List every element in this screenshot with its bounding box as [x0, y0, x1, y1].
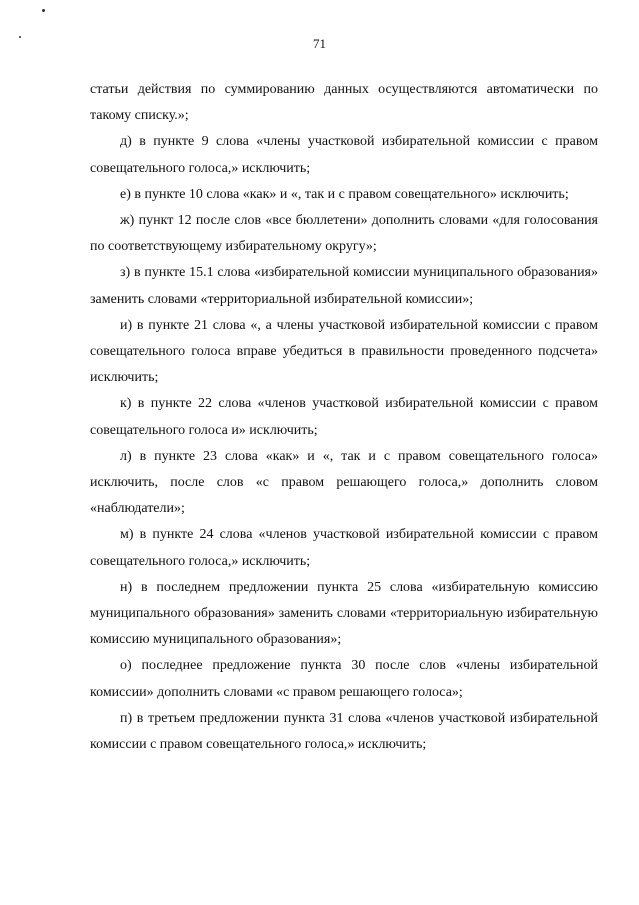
paragraph-item-k: к) в пункте 22 слова «членов участковой избирательной комиссии с правом совещательного голоса и» исключить; — [90, 396, 598, 438]
paragraph-item-m: м) в пункте 24 слова «членов участковой избирательной комиссии с правом совещательного голоса,» исключить; — [90, 527, 598, 569]
paragraph-item-e: е) в пункте 10 слова «как» и «, так и с правом совещательного» исключить; — [120, 186, 569, 202]
scan-speck — [42, 9, 45, 12]
paragraph-item-n: н) в последнем предложении пункта 25 слова «избирательную комиссию муниципального образования» заменить словами «территориальную избирательную комиссию муниципального образования»; — [90, 579, 598, 648]
paragraph-item-i: и) в пункте 21 слова «, а члены участковой избирательной комиссии с правом совещательного голоса вправе убедиться в правильности проведенного подсчета» исключить; — [90, 317, 598, 386]
paragraph-item-o: о) последнее предложение пункта 30 после слов «члены избирательной комиссии» дополнить словами «с правом решающего голоса»; — [90, 658, 598, 700]
paragraph-item-p: п) в третьем предложении пункта 31 слова «членов участковой избирательной комиссии с правом совещательного голоса,» исключить; — [90, 710, 598, 753]
paragraph-item-l: л) в пункте 23 слова «как» и «, так и с правом совещательного голоса» исключить, после слов «с правом решающего голоса,» дополнить словом «наблюдатели»; — [90, 448, 598, 517]
paragraph-item-zh: ж) пункт 12 после слов «все бюллетени» дополнить словами «для голосования по соответствующему избирательному округу»; — [90, 213, 598, 255]
document-body — [90, 77, 598, 758]
page-number: 71 — [313, 36, 326, 51]
paragraph-item-z: з) в пункте 15.1 слова «избирательной комиссии муниципального образования» заменить словами «территориальной избирательной комиссии»; — [90, 265, 598, 307]
paragraph-continuation: статьи действия по суммированию данных осуществляются автоматически по такому списку.»; — [90, 82, 598, 124]
paragraph-item-d: д) в пункте 9 слова «члены участковой избирательной комиссии с правом совещательного голоса,» исключить; — [90, 134, 598, 176]
